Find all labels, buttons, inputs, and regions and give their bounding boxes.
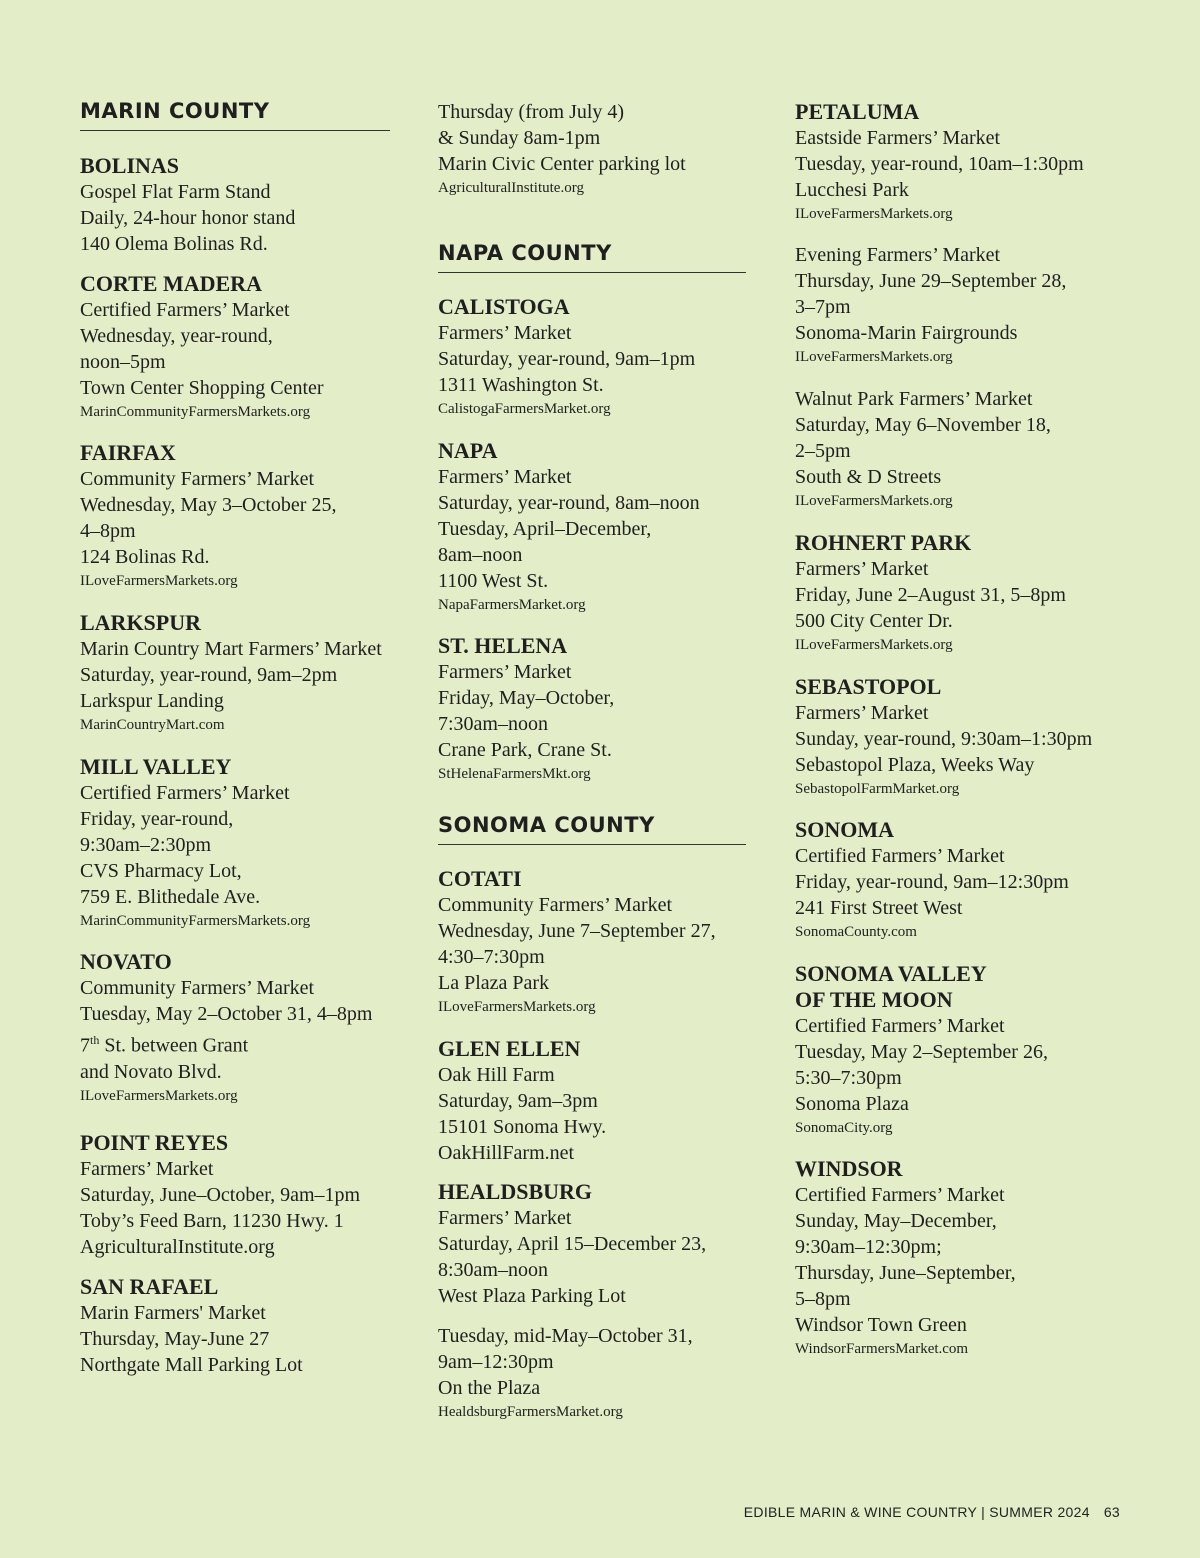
market-detail: Daily, 24-hour honor stand: [80, 207, 296, 229]
market-detail: On the Plaza: [438, 1377, 541, 1399]
market-detail: Larkspur Landing: [80, 690, 224, 712]
market-detail: Tuesday, May 2–September 26,: [795, 1041, 1048, 1063]
market-detail: Farmers’ Market: [438, 322, 572, 344]
town-name: SONOMA VALLEY: [795, 961, 987, 986]
market-entry: [438, 866, 758, 1018]
market-url[interactable]: AgriculturalInstitute.org: [438, 180, 584, 196]
market-detail: Marin Country Mart Farmers’ Market: [80, 638, 382, 660]
market-detail: Farmers’ Market: [438, 661, 572, 683]
market-detail: 9:30am–12:30pm;: [795, 1236, 942, 1258]
market-detail: Northgate Mall Parking Lot: [80, 1354, 303, 1376]
market-detail: Lucchesi Park: [795, 179, 909, 201]
market-detail: Marin Farmers' Market: [80, 1302, 266, 1324]
market-detail: Town Center Shopping Center: [80, 377, 324, 399]
footer-publication: EDIBLE MARIN & WINE COUNTRY | SUMMER 2024: [743, 1504, 1090, 1520]
market-detail: Tuesday, April–December,: [438, 518, 652, 540]
market-detail: Toby’s Feed Barn, 11230 Hwy. 1: [80, 1210, 344, 1232]
market-detail: Friday, June 2–August 31, 5–8pm: [795, 584, 1066, 606]
market-detail: Certified Farmers’ Market: [80, 299, 290, 321]
town-name: SAN RAFAEL: [80, 1274, 219, 1299]
market-entry: [80, 754, 420, 932]
market-detail: and Novato Blvd.: [80, 1060, 222, 1083]
town-name: MILL VALLEY: [80, 754, 232, 779]
town-name: ST. HELENA: [438, 633, 568, 658]
market-detail: Friday, year-round,: [80, 808, 234, 830]
market-detail: Certified Farmers’ Market: [80, 782, 290, 804]
market-entry: [795, 242, 1155, 368]
town-name: CALISTOGA: [438, 294, 570, 319]
market-detail: 140 Olema Bolinas Rd.: [80, 233, 268, 255]
market-detail: 4–8pm: [80, 520, 136, 542]
county-heading: NAPA COUNTY: [438, 240, 746, 273]
market-entry: [80, 1274, 420, 1378]
market-detail: Gospel Flat Farm Stand: [80, 181, 271, 203]
town-name: WINDSOR: [795, 1156, 903, 1181]
market-url[interactable]: SebastopolFarmMarket.org: [795, 781, 960, 797]
market-detail: Thursday, May-June 27: [80, 1328, 270, 1350]
market-url[interactable]: MarinCountryMart.com: [80, 717, 225, 733]
market-entry: [438, 1036, 758, 1166]
market-detail: Evening Farmers’ Market: [795, 244, 1001, 266]
market-detail: 759 E. Blithedale Ave.: [80, 886, 261, 908]
market-detail: & Sunday 8am-1pm: [438, 127, 601, 149]
town-name: GLEN ELLEN: [438, 1036, 581, 1061]
market-url[interactable]: MarinCommunityFarmersMarkets.org: [80, 404, 311, 420]
market-url[interactable]: ILoveFarmersMarkets.org: [438, 999, 596, 1015]
market-detail: Community Farmers’ Market: [80, 977, 315, 999]
market-detail: 3–7pm: [795, 296, 851, 318]
market-detail: Tuesday, year-round, 10am–1:30pm: [795, 153, 1084, 175]
market-url[interactable]: WindsorFarmersMarket.com: [795, 1341, 969, 1357]
market-entry: [438, 1179, 758, 1309]
market-url[interactable]: CalistogaFarmersMarket.org: [438, 401, 611, 417]
market-detail: Saturday, year-round, 9am–1pm: [438, 348, 696, 370]
market-entry: [80, 610, 420, 736]
market-detail: Farmers’ Market: [80, 1158, 214, 1180]
market-detail: Friday, May–October,: [438, 687, 615, 709]
market-entry: [80, 153, 420, 257]
market-detail: noon–5pm: [80, 351, 166, 373]
market-detail: 1100 West St.: [438, 570, 549, 592]
town-name: BOLINAS: [80, 153, 180, 178]
market-detail: 8:30am–noon: [438, 1259, 548, 1281]
market-detail: 15101 Sonoma Hwy.: [438, 1116, 607, 1138]
town-name: OF THE MOON: [795, 987, 953, 1012]
market-detail: Certified Farmers’ Market: [795, 845, 1005, 867]
market-url[interactable]: NapaFarmersMarket.org: [438, 597, 586, 613]
market-url[interactable]: ILoveFarmersMarkets.org: [795, 349, 953, 365]
county-section: [438, 812, 758, 845]
town-name: ROHNERT PARK: [795, 530, 972, 555]
market-detail: Marin Civic Center parking lot: [438, 153, 686, 175]
market-detail: Sunday, year-round, 9:30am–1:30pm: [795, 728, 1093, 750]
market-entry: [438, 99, 758, 199]
market-entry: [795, 961, 1155, 1139]
market-url[interactable]: ILoveFarmersMarkets.org: [80, 1087, 238, 1104]
market-detail: 241 First Street West: [795, 897, 963, 919]
town-name: COTATI: [438, 866, 522, 891]
market-detail: 124 Bolinas Rd.: [80, 546, 210, 568]
county-heading: MARIN COUNTY: [80, 98, 390, 131]
market-detail: Saturday, June–October, 9am–1pm: [80, 1184, 361, 1206]
market-detail: Tuesday, May 2–October 31, 4–8pm: [80, 1003, 373, 1025]
town-name: SONOMA: [795, 817, 894, 842]
town-name: NOVATO: [80, 949, 172, 974]
market-entry: [80, 949, 420, 1107]
market-detail: Community Farmers’ Market: [80, 468, 315, 490]
market-detail: La Plaza Park: [438, 972, 550, 994]
market-detail: Eastside Farmers’ Market: [795, 127, 1001, 149]
market-detail: 1311 Washington St.: [438, 374, 604, 396]
town-name: SEBASTOPOL: [795, 674, 942, 699]
market-detail: Saturday, April 15–December 23,: [438, 1233, 707, 1255]
market-detail: Thursday, June–September,: [795, 1262, 1016, 1284]
market-detail: 7:30am–noon: [438, 713, 548, 735]
market-detail: Sonoma Plaza: [795, 1093, 909, 1115]
market-detail: Community Farmers’ Market: [438, 894, 673, 916]
market-detail: Certified Farmers’ Market: [795, 1015, 1005, 1037]
market-detail: 8am–noon: [438, 544, 523, 566]
market-entry: [80, 1130, 420, 1260]
market-detail: 9am–12:30pm: [438, 1351, 554, 1373]
market-url[interactable]: SonomaCity.org: [795, 1120, 893, 1136]
market-detail: Saturday, year-round, 9am–2pm: [80, 664, 338, 686]
market-detail: 7th St. between Grant: [80, 1033, 249, 1057]
market-detail: Farmers’ Market: [795, 702, 929, 724]
market-detail: South & D Streets: [795, 466, 942, 488]
town-name: FAIRFAX: [80, 440, 176, 465]
market-entry: [438, 294, 758, 420]
town-name: PETALUMA: [795, 99, 920, 124]
market-detail: Crane Park, Crane St.: [438, 739, 612, 761]
market-detail: Windsor Town Green: [795, 1314, 967, 1336]
market-detail: OakHillFarm.net: [438, 1142, 575, 1164]
market-entry: [795, 1156, 1155, 1360]
market-detail: Sunday, May–December,: [795, 1210, 997, 1232]
market-detail: CVS Pharmacy Lot,: [80, 860, 242, 882]
market-detail: Walnut Park Farmers’ Market: [795, 388, 1033, 410]
market-url[interactable]: StHelenaFarmersMkt.org: [438, 766, 591, 782]
market-detail: Certified Farmers’ Market: [795, 1184, 1005, 1206]
market-detail: Sebastopol Plaza, Weeks Way: [795, 754, 1035, 776]
page-footer: [744, 1504, 1120, 1520]
market-detail: Wednesday, year-round,: [80, 325, 273, 347]
market-detail: West Plaza Parking Lot: [438, 1285, 626, 1307]
market-entry: [438, 438, 758, 616]
market-entry: [795, 99, 1155, 225]
market-detail: 2–5pm: [795, 440, 851, 462]
market-detail: Oak Hill Farm: [438, 1064, 555, 1086]
market-entry: [795, 674, 1155, 800]
market-detail: Thursday, June 29–September 28,: [795, 270, 1067, 292]
town-name: NAPA: [438, 438, 498, 463]
market-detail: Thursday (from July 4): [438, 101, 625, 123]
market-entry: [438, 633, 758, 785]
market-detail: Farmers’ Market: [438, 1207, 572, 1229]
market-url[interactable]: MarinCommunityFarmersMarkets.org: [80, 913, 311, 929]
market-detail: 5–8pm: [795, 1288, 851, 1310]
market-detail: Tuesday, mid-May–October 31,: [438, 1325, 693, 1347]
market-detail: Wednesday, May 3–October 25,: [80, 494, 337, 516]
market-url[interactable]: HealdsburgFarmersMarket.org: [438, 1404, 623, 1420]
market-url[interactable]: ILoveFarmersMarkets.org: [795, 637, 953, 653]
county-heading: SONOMA COUNTY: [438, 812, 746, 845]
market-entry: [795, 530, 1155, 656]
market-detail: 4:30–7:30pm: [438, 946, 545, 968]
market-detail: Sonoma-Marin Fairgrounds: [795, 322, 1018, 344]
market-url[interactable]: ILoveFarmersMarkets.org: [80, 573, 238, 589]
market-detail: Saturday, May 6–November 18,: [795, 414, 1051, 436]
market-detail: 5:30–7:30pm: [795, 1067, 902, 1089]
market-url[interactable]: SonomaCounty.com: [795, 924, 917, 940]
market-detail: 500 City Center Dr.: [795, 610, 953, 632]
market-entry: [438, 1323, 758, 1423]
market-url[interactable]: ILoveFarmersMarkets.org: [795, 206, 953, 222]
market-detail: 9:30am–2:30pm: [80, 834, 212, 856]
market-entry: [80, 440, 420, 592]
market-entry: [795, 386, 1155, 512]
market-detail: Saturday, 9am–3pm: [438, 1090, 598, 1112]
market-detail: Farmers’ Market: [438, 466, 572, 488]
market-url[interactable]: ILoveFarmersMarkets.org: [795, 493, 953, 509]
market-entry: [80, 271, 420, 423]
market-detail: Friday, year-round, 9am–12:30pm: [795, 871, 1069, 893]
town-name: POINT REYES: [80, 1130, 229, 1155]
county-section: [80, 98, 420, 131]
town-name: LARKSPUR: [80, 610, 202, 635]
county-section: [438, 240, 758, 273]
market-detail: Wednesday, June 7–September 27,: [438, 920, 716, 942]
market-detail: Farmers’ Market: [795, 558, 929, 580]
town-name: CORTE MADERA: [80, 271, 262, 296]
town-name: HEALDSBURG: [438, 1179, 593, 1204]
page-number: 63: [1103, 1504, 1120, 1520]
market-entry: [795, 817, 1155, 943]
market-detail: Saturday, year-round, 8am–noon: [438, 492, 700, 514]
market-detail: AgriculturalInstitute.org: [80, 1236, 275, 1258]
